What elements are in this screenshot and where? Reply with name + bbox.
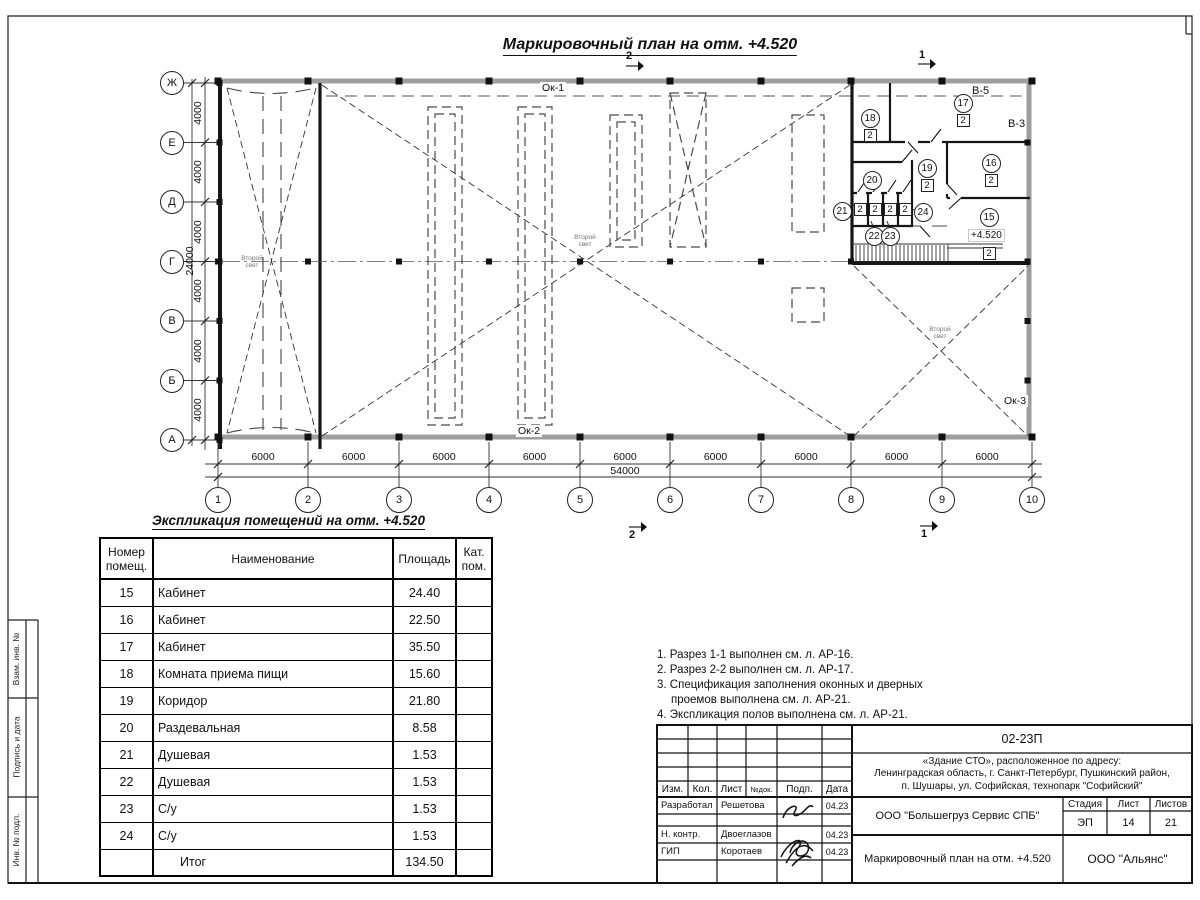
note-line-1: 1. Разрез 1-1 выполнен см. л. АР-16. bbox=[657, 649, 854, 661]
explication-row-15 bbox=[100, 579, 492, 606]
note-line-2: 2. Разрез 2-2 выполнен см. л. АР-17. bbox=[657, 664, 854, 676]
dim-row-span-2: 4000 bbox=[192, 160, 204, 184]
explication-cell: 16 bbox=[100, 606, 153, 633]
col-header-name: Наименование bbox=[153, 538, 393, 579]
second-light-label-1: Второй свет bbox=[241, 255, 263, 269]
dim-col-span-6: 6000 bbox=[703, 451, 728, 463]
axis-col-2: 2 bbox=[295, 487, 321, 513]
explication-cell bbox=[456, 714, 492, 741]
explication-cell: 23 bbox=[100, 795, 153, 822]
rev-header-kol: Кол. bbox=[692, 783, 713, 795]
explication-table bbox=[99, 537, 493, 877]
explication-cell: 1.53 bbox=[393, 741, 456, 768]
axis-col-5: 5 bbox=[567, 487, 593, 513]
dim-row-total: 24000 bbox=[184, 246, 196, 276]
signer-date-1: 04.23 bbox=[825, 800, 849, 811]
axis-col-9: 9 bbox=[929, 487, 955, 513]
explication-row-16 bbox=[100, 606, 492, 633]
room-category-17: 2 bbox=[957, 114, 970, 127]
axis-col-7: 7 bbox=[748, 487, 774, 513]
sheet-title: Маркировочный план на отм. +4.520 bbox=[864, 853, 1051, 865]
explication-cell bbox=[456, 768, 492, 795]
col-header-area: Площадь bbox=[393, 538, 456, 579]
explication-cell: 1.53 bbox=[393, 768, 456, 795]
room-number-15: 15 bbox=[980, 208, 999, 227]
second-light-label-2: Второй свет bbox=[574, 234, 596, 248]
explication-cell: 8.58 bbox=[393, 714, 456, 741]
rev-header-data: Дата bbox=[825, 783, 849, 795]
window-label-ok1: Ок-1 bbox=[542, 82, 565, 94]
explication-cell: Кабинет bbox=[153, 606, 393, 633]
window-label-ok2: Ок-2 bbox=[518, 425, 541, 437]
explication-cell: 22 bbox=[100, 768, 153, 795]
explication-cell: 18 bbox=[100, 660, 153, 687]
axis-col-1: 1 bbox=[205, 487, 231, 513]
col-header-room-number: Номер помещ. bbox=[100, 538, 153, 579]
room-number-20: 20 bbox=[863, 171, 882, 190]
signer-role-3: ГИП bbox=[661, 846, 680, 857]
explication-row-19 bbox=[100, 687, 492, 714]
signer-role-2: Н. контр. bbox=[661, 829, 701, 840]
axis-row-А: А bbox=[160, 428, 184, 452]
section-mark-1-top: 1 bbox=[919, 49, 926, 61]
dim-row-span-1: 4000 bbox=[192, 101, 204, 125]
explication-cell: 1.53 bbox=[393, 795, 456, 822]
explication-cell: Раздевальная bbox=[153, 714, 393, 741]
signer-date-3: 04.23 bbox=[825, 846, 849, 857]
explication-title: Экспликация помещений на отм. +4.520 bbox=[152, 513, 425, 528]
col-header-category: Кат. пом. bbox=[456, 538, 492, 579]
object-address-line1: «Здание СТО», расположенное по адресу: bbox=[922, 756, 1122, 767]
section-mark-2-top: 2 bbox=[626, 50, 633, 62]
explication-row-17 bbox=[100, 633, 492, 660]
dim-row-span-6: 4000 bbox=[192, 398, 204, 422]
cell-category-21: 2 bbox=[854, 203, 867, 216]
room-number-23: 23 bbox=[881, 227, 900, 246]
explication-cell bbox=[456, 822, 492, 849]
side-stamp-podpis: Подпись и дата bbox=[11, 716, 22, 778]
explication-cell bbox=[456, 849, 492, 876]
explication-cell: 24.40 bbox=[393, 579, 456, 606]
second-light-label-3: Второй свет bbox=[929, 326, 951, 340]
explication-cell: 17 bbox=[100, 633, 153, 660]
explication-cell bbox=[456, 795, 492, 822]
room-number-24: 24 bbox=[914, 203, 933, 222]
explication-cell bbox=[456, 741, 492, 768]
signature-marks bbox=[781, 806, 813, 866]
explication-row-20 bbox=[100, 714, 492, 741]
axis-col-10: 10 bbox=[1019, 487, 1045, 513]
doc-number: 02-23П bbox=[1001, 732, 1043, 746]
explication-cell: 1.53 bbox=[393, 822, 456, 849]
explication-cell: 21.80 bbox=[393, 687, 456, 714]
note-line-3: 3. Спецификация заполнения оконных и дверных bbox=[657, 679, 923, 691]
rev-header-podp: Подп. bbox=[786, 783, 813, 795]
dim-row-span-5: 4000 bbox=[192, 339, 204, 363]
section-mark-2-bottom: 2 bbox=[629, 529, 636, 541]
room-category-16: 2 bbox=[985, 174, 998, 187]
explication-row-21 bbox=[100, 741, 492, 768]
explication-cell: Душевая bbox=[153, 741, 393, 768]
cell-category-23: 2 bbox=[884, 203, 897, 216]
stage-value: ЭП bbox=[1077, 817, 1093, 829]
dim-row-span-3: 4000 bbox=[192, 220, 204, 244]
sheet-number: 14 bbox=[1122, 817, 1135, 829]
axis-row-Е: Е bbox=[160, 131, 184, 155]
explication-cell: Кабинет bbox=[153, 579, 393, 606]
explication-cell bbox=[456, 687, 492, 714]
explication-row-18 bbox=[100, 660, 492, 687]
explication-cell bbox=[100, 849, 153, 876]
room-number-22: 22 bbox=[865, 227, 884, 246]
rev-header-izm: Изм. bbox=[661, 783, 684, 795]
rev-header-ndok: №док. bbox=[750, 784, 773, 794]
sheet-label: Лист bbox=[1117, 798, 1140, 810]
explication-cell: Комната приема пищи bbox=[153, 660, 393, 687]
axis-row-Г: Г bbox=[160, 250, 184, 274]
dim-col-total: 54000 bbox=[610, 465, 640, 477]
explication-cell: 134.50 bbox=[393, 849, 456, 876]
room-number-18: 18 bbox=[861, 109, 880, 128]
explication-cell bbox=[456, 633, 492, 660]
explication-cell: Итог bbox=[153, 849, 393, 876]
room-category-15: 2 bbox=[983, 247, 996, 260]
window-label-ok3: Ок-3 bbox=[1004, 395, 1027, 407]
explication-cell bbox=[456, 579, 492, 606]
object-address-line2: Ленинградская область, г. Санкт-Петербург, Пушкинский район, bbox=[874, 768, 1170, 779]
dim-col-span-2: 6000 bbox=[341, 451, 366, 463]
axis-col-8: 8 bbox=[838, 487, 864, 513]
plan-title: Маркировочный план на отм. +4.520 bbox=[503, 36, 797, 56]
explication-cell: 22.50 bbox=[393, 606, 456, 633]
signer-name-1: Решетова bbox=[721, 800, 765, 811]
explication-cell: С/у bbox=[153, 822, 393, 849]
dim-col-span-7: 6000 bbox=[794, 451, 818, 463]
signer-name-2: Двоеглазов bbox=[721, 829, 772, 840]
signer-role-1: Разработал bbox=[661, 800, 713, 811]
dim-col-span-5: 6000 bbox=[613, 451, 637, 463]
room-number-16: 16 bbox=[982, 154, 1001, 173]
axis-col-3: 3 bbox=[386, 487, 412, 513]
rev-header-list: Лист bbox=[720, 783, 743, 795]
stair-hatch bbox=[856, 245, 944, 262]
axis-row-Б: Б bbox=[160, 369, 184, 393]
elevation-marker: +4.520 bbox=[968, 229, 1005, 242]
side-stamp-vzam: Взам. инв. № bbox=[11, 632, 21, 686]
explication-row-total bbox=[100, 849, 492, 876]
room-category-18: 2 bbox=[864, 129, 877, 142]
signer-date-2: 04.23 bbox=[825, 829, 849, 840]
explication-row-24 bbox=[100, 822, 492, 849]
explication-row-22 bbox=[100, 768, 492, 795]
notes-block bbox=[657, 648, 923, 723]
room-number-17: 17 bbox=[954, 94, 973, 113]
axis-row-Ж: Ж bbox=[160, 71, 184, 95]
contractor-name: ООО "Альянс" bbox=[1087, 852, 1168, 866]
block-label-v5: В-5 bbox=[972, 85, 990, 97]
dim-col-span-4: 6000 bbox=[522, 451, 547, 463]
room-number-19: 19 bbox=[918, 159, 937, 178]
dim-col-span-1: 6000 bbox=[251, 451, 275, 463]
sheets-label: Листов bbox=[1154, 798, 1188, 810]
dim-col-span-3: 6000 bbox=[432, 451, 456, 463]
explication-cell: Душевая bbox=[153, 768, 393, 795]
room-category-19: 2 bbox=[921, 179, 934, 192]
explication-cell: Коридор bbox=[153, 687, 393, 714]
signer-name-3: Коротаев bbox=[721, 846, 763, 857]
explication-cell: 15.60 bbox=[393, 660, 456, 687]
cell-category-24: 2 bbox=[899, 203, 912, 216]
explication-cell: 15 bbox=[100, 579, 153, 606]
axis-col-4: 4 bbox=[476, 487, 502, 513]
dim-row-span-4: 4000 bbox=[192, 279, 204, 303]
axis-col-6: 6 bbox=[657, 487, 683, 513]
explication-cell bbox=[456, 660, 492, 687]
stage-label: Стадия bbox=[1067, 798, 1103, 810]
side-stamp-inv: Инв. № подл. bbox=[11, 813, 21, 867]
note-line-4: проемов выполнена см. л. АР-21. bbox=[671, 694, 851, 706]
cell-category-22: 2 bbox=[869, 203, 882, 216]
block-label-v3: В-3 bbox=[1008, 118, 1026, 130]
explication-cell: 24 bbox=[100, 822, 153, 849]
note-line-5: 4. Экспликация полов выполнена см. л. АР-21. bbox=[657, 709, 908, 721]
explication-cell: 35.50 bbox=[393, 633, 456, 660]
explication-header-row bbox=[100, 538, 492, 579]
explication-cell: 20 bbox=[100, 714, 153, 741]
room-number-21: 21 bbox=[833, 202, 852, 221]
axis-row-В: В bbox=[160, 309, 184, 333]
explication-cell bbox=[456, 606, 492, 633]
explication-cell: 19 bbox=[100, 687, 153, 714]
object-address-line3: п. Шушары, ул. Софийская, технопарк "Софийский" bbox=[901, 781, 1143, 792]
section-mark-1-bottom: 1 bbox=[921, 528, 928, 540]
axis-row-Д: Д bbox=[160, 190, 184, 214]
explication-cell: С/у bbox=[153, 795, 393, 822]
explication-row-23 bbox=[100, 795, 492, 822]
dim-col-span-8: 6000 bbox=[884, 451, 909, 463]
dim-col-span-9: 6000 bbox=[975, 451, 999, 463]
explication-cell: Кабинет bbox=[153, 633, 393, 660]
sheets-total: 21 bbox=[1164, 817, 1178, 829]
company-name: ООО "Большегруз Сервис СПБ" bbox=[875, 810, 1040, 822]
explication-cell: 21 bbox=[100, 741, 153, 768]
